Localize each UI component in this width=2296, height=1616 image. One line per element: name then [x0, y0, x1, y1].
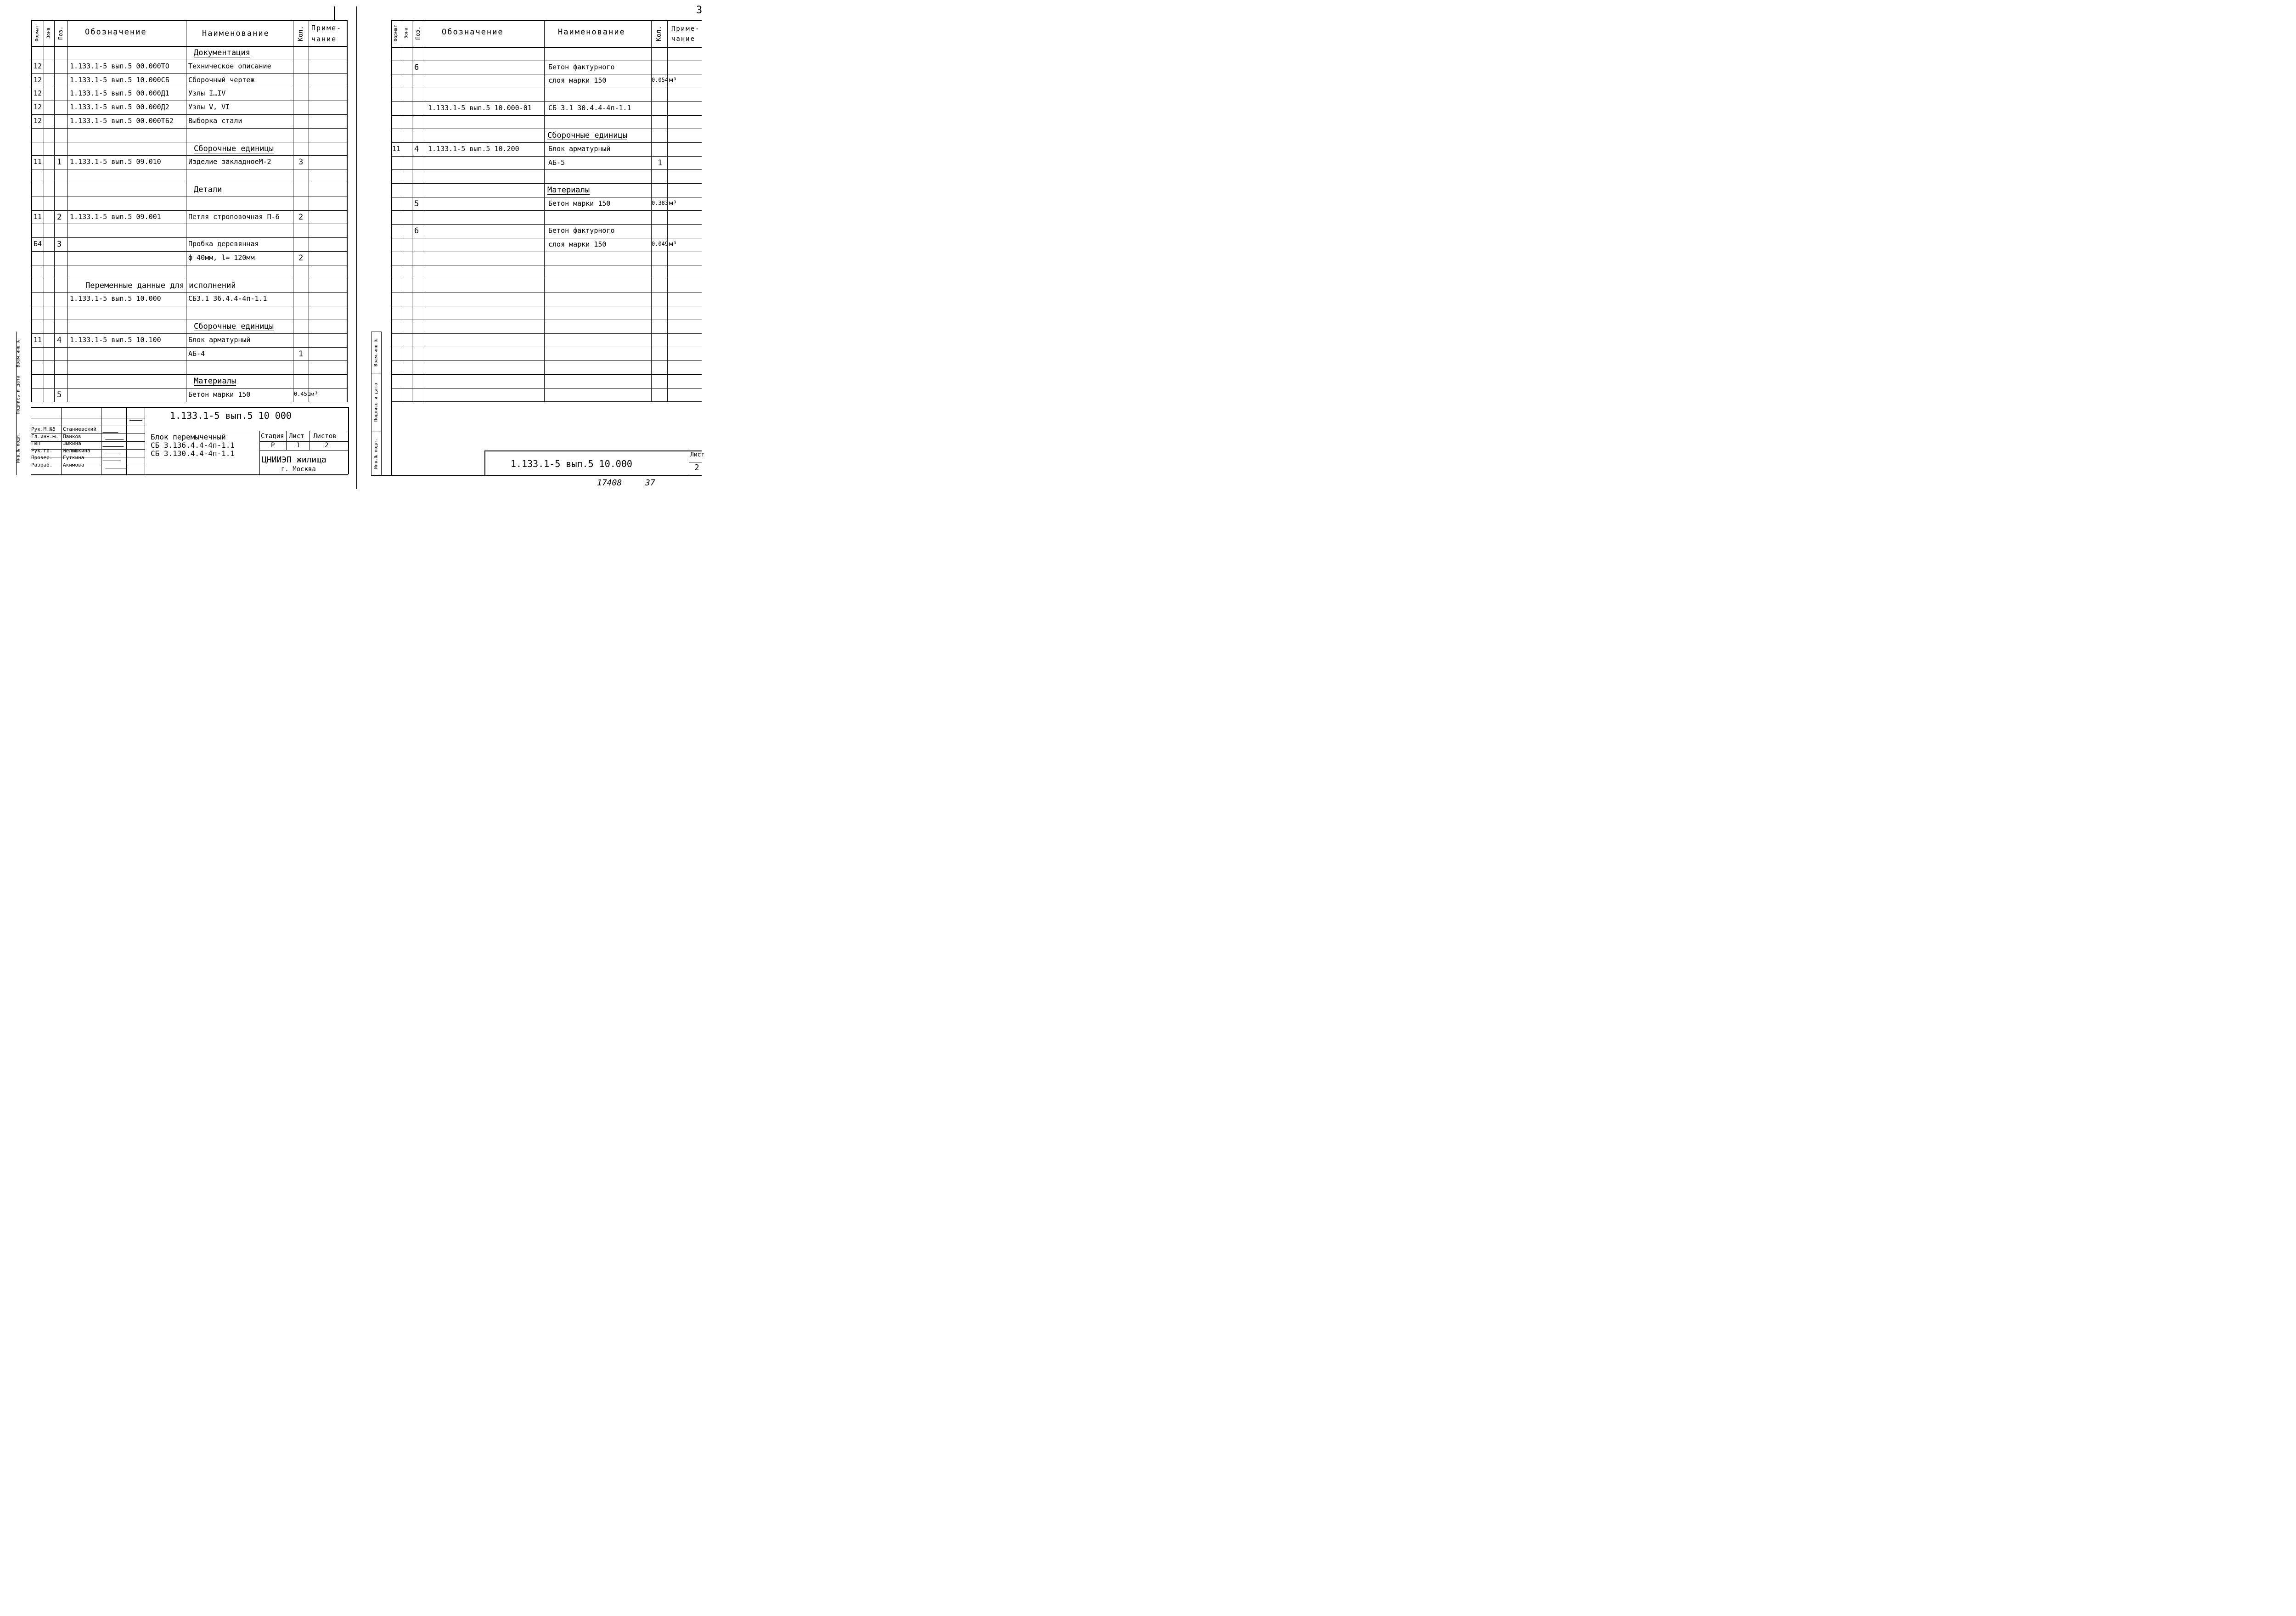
col-header-qty: Кол. — [297, 26, 304, 41]
side-label-inv-zam: Взам.инв № — [373, 338, 379, 367]
table-rule — [391, 374, 702, 375]
table-rule — [31, 251, 347, 252]
org-line-1: ЦНИИЭП жилища — [262, 455, 326, 465]
spec-designation: 1.133.1-5 вып.5 00.000Д2 — [70, 103, 169, 112]
spec-note: м³ — [669, 199, 677, 207]
spec-quantity: 1 — [298, 349, 304, 359]
side-label-inv-zam: Взам.инв № — [16, 339, 21, 368]
table-rule — [356, 6, 357, 489]
signer-role: Рук.М.№5 — [31, 426, 56, 432]
spec-quantity: 0.383 — [652, 199, 669, 206]
col-header-note-2: чание — [671, 35, 696, 43]
title-block-title-line: СБ 3.130.4.4-4п-1.1 — [151, 449, 235, 458]
col-header-note-1: Приме- — [671, 25, 700, 33]
col-header-name: Наименование — [558, 28, 625, 37]
signer-name: Гуткина — [63, 455, 84, 461]
signer-role: Рук.гр. — [31, 447, 53, 454]
table-rule — [31, 360, 347, 361]
spec-name: Бетон фактурного — [548, 62, 615, 71]
table-rule — [391, 20, 392, 401]
footer-code: 1.133.1-5 вып.5 10.000 — [511, 458, 632, 469]
spec-quantity: 0.054 — [652, 77, 669, 84]
table-rule — [391, 115, 702, 116]
signature-mark — [102, 426, 120, 433]
table-rule — [391, 224, 702, 225]
table-rule — [391, 210, 702, 211]
spec-designation: 1.133.1-5 вып.5 10.000 — [70, 294, 161, 303]
spec-format: 11 — [34, 158, 42, 166]
table-rule — [484, 450, 702, 451]
sheets-value: 2 — [325, 442, 329, 449]
spec-name: ф 40мм, l= 120мм — [188, 253, 255, 262]
col-header-note-1: Приме- — [311, 24, 342, 32]
footer-sheet-label: Лист — [690, 451, 705, 458]
signer-role: Гл.инж.м. — [31, 433, 59, 439]
table-rule — [334, 6, 335, 20]
stage-value: Р — [271, 442, 275, 449]
section-heading: Материалы — [547, 186, 590, 195]
spec-name: Узлы I…IV — [188, 89, 226, 98]
section-heading: Сборочные единицы — [547, 131, 627, 141]
signer-name: Акимова — [63, 462, 84, 468]
spec-position: 2 — [57, 212, 62, 222]
col-header-format: Формат — [393, 24, 399, 42]
table-rule — [31, 20, 347, 21]
spec-format: 11 — [34, 212, 42, 221]
table-rule — [391, 142, 702, 143]
org-line-2: г. Москва — [281, 466, 316, 473]
table-rule — [31, 128, 347, 129]
stage-label: Стадия — [261, 433, 284, 440]
table-rule — [31, 374, 347, 375]
spec-designation: 1.133.1-5 вып.5 09.010 — [70, 158, 161, 166]
table-rule — [31, 388, 347, 389]
spec-position: 1 — [57, 158, 62, 167]
spec-designation: 1.133.1-5 вып.5 10.000СБ — [70, 75, 169, 84]
spec-name: АБ-4 — [188, 349, 205, 358]
spec-designation: 1.133.1-5 вып.5 00.000ТБ2 — [70, 117, 174, 125]
signature-mark — [102, 454, 123, 461]
table-rule — [31, 46, 347, 47]
title-block-code: 1.133.1-5 вып.5 10 000 — [170, 410, 292, 421]
spec-name: АБ-5 — [548, 158, 565, 167]
table-rule — [286, 431, 287, 450]
spec-name: слоя марки 150 — [548, 240, 607, 248]
section-heading: Сборочные единицы — [194, 144, 274, 153]
table-rule — [31, 407, 348, 408]
spec-position: 6 — [414, 226, 419, 236]
col-header-designation: Обозначение — [85, 28, 147, 37]
spec-quantity: 2 — [298, 253, 304, 263]
table-rule — [31, 237, 347, 238]
table-rule — [129, 420, 142, 421]
table-rule — [309, 431, 310, 450]
table-rule — [391, 333, 702, 334]
table-rule — [31, 20, 32, 402]
spec-name: Выборка стали — [188, 117, 242, 125]
table-rule — [391, 183, 702, 184]
table-rule — [67, 20, 68, 402]
spec-format: 11 — [34, 335, 42, 344]
section-heading: Материалы — [194, 377, 236, 386]
spec-name: Бетон марки 150 — [548, 199, 611, 208]
side-label-inv-orig: Инв.№ подл. — [373, 438, 379, 469]
spec-quantity: 2 — [298, 212, 304, 222]
section-heading: Детали — [194, 185, 222, 194]
col-header-zone: Зона — [46, 27, 51, 39]
signer-name: Мелюшкина — [63, 447, 90, 454]
signer-role: ГИП — [31, 440, 40, 446]
spec-designation: 1.133.1-5 вып.5 09.001 — [70, 212, 161, 221]
spec-name: Бетон фактурного — [548, 226, 615, 235]
spec-quantity: 1 — [658, 158, 663, 168]
side-label-sign-date: Подпись и дата — [16, 375, 21, 415]
side-label-inv-orig: Инв.№ подл. — [16, 432, 21, 463]
table-rule — [31, 347, 347, 348]
spec-name: Блок арматурный — [188, 335, 251, 344]
table-rule — [391, 401, 702, 402]
spec-quantity: 0.451 — [294, 391, 311, 397]
table-rule — [391, 388, 702, 389]
spec-name: СБ3.1 36.4.4-4п-1.1 — [188, 294, 267, 303]
signer-name: Панков — [63, 433, 81, 439]
spec-name: СБ 3.1 30.4.4-4п-1.1 — [548, 103, 631, 112]
sheet-label: Лист — [289, 433, 304, 440]
table-rule — [391, 401, 392, 475]
spec-position: 5 — [57, 390, 62, 400]
table-rule — [391, 47, 702, 48]
table-rule — [61, 407, 62, 474]
col-header-zone: Зона — [404, 27, 409, 39]
spec-format: 12 — [34, 117, 42, 125]
table-rule — [259, 450, 260, 474]
spec-name: Петля строповочная П-6 — [188, 212, 280, 221]
table-rule — [31, 155, 347, 156]
table-rule — [391, 169, 702, 170]
spec-position: 4 — [57, 335, 62, 345]
spec-format: 12 — [34, 103, 42, 112]
col-header-qty: Кол. — [655, 26, 663, 41]
signature-mark — [102, 440, 126, 447]
spec-name: Узлы V, VI — [188, 103, 230, 112]
spec-format: 12 — [34, 89, 42, 98]
sheet-value: 1 — [296, 442, 300, 449]
signature-mark — [105, 433, 126, 440]
table-rule — [371, 475, 702, 476]
signer-name: Станиевский — [63, 426, 96, 432]
spec-position: 6 — [414, 62, 419, 72]
spec-quantity: 3 — [298, 158, 304, 167]
page — [0, 0, 714, 491]
table-rule — [484, 450, 485, 475]
spec-name: Пробка деревянная — [188, 240, 259, 248]
table-rule — [381, 332, 382, 475]
page-number-mark: 3 — [696, 5, 703, 16]
side-label-sign-date: Подпись и дата — [373, 383, 379, 422]
spec-designation: 1.133.1-5 вып.5 10.100 — [70, 335, 161, 344]
spec-position: 4 — [414, 144, 419, 154]
signer-role: Разраб. — [31, 462, 53, 468]
col-header-pos: Поз. — [415, 26, 421, 40]
col-header-format: Формат — [34, 24, 40, 42]
spec-quantity: 0.049 — [652, 240, 669, 247]
table-rule — [54, 20, 55, 402]
spec-name: Изделие закладноеМ-2 — [188, 158, 271, 166]
spec-format: 12 — [34, 62, 42, 70]
table-rule — [31, 474, 348, 475]
col-header-note-2: чание — [311, 35, 337, 43]
spec-designation: 1.133.1-5 вып.5 00.000ТО — [70, 62, 169, 70]
table-rule — [31, 210, 347, 211]
spec-name: Блок арматурный — [548, 144, 611, 153]
table-rule — [391, 101, 702, 102]
title-block-title-line: Блок перемычечный — [151, 433, 226, 441]
table-rule — [348, 407, 349, 474]
section-heading: Сборочные единицы — [194, 322, 274, 331]
spec-name: Сборочный чертеж — [188, 75, 255, 84]
spec-note: м³ — [310, 391, 318, 398]
spec-name: Бетон марки 150 — [188, 390, 251, 399]
archive-page: 37 — [645, 478, 655, 488]
spec-position: 3 — [57, 240, 62, 249]
spec-name: Техническое описание — [188, 62, 271, 70]
table-rule — [31, 292, 347, 293]
spec-position: 5 — [414, 199, 419, 208]
signer-name: Зыкина — [63, 440, 81, 446]
col-header-pos: Поз. — [57, 26, 64, 40]
table-rule — [391, 360, 702, 361]
table-rule — [31, 73, 347, 74]
signature-mark — [105, 447, 123, 454]
spec-note: м³ — [669, 240, 677, 248]
section-heading: Переменные данные для исполнений — [85, 281, 236, 290]
spec-name: слоя марки 150 — [548, 76, 607, 85]
spec-format: 11 — [392, 144, 401, 153]
title-block-title-line: СБ 3.136.4.4-4п-1.1 — [151, 441, 235, 450]
signer-role: Провер. — [31, 455, 53, 461]
table-rule — [31, 333, 347, 334]
spec-designation: 1.133.1-5 вып.5 10.200 — [428, 144, 519, 153]
table-rule — [544, 20, 545, 401]
col-header-designation: Обозначение — [442, 28, 504, 37]
col-header-name: Наименование — [202, 29, 270, 38]
spec-format: 12 — [34, 75, 42, 84]
spec-note: м³ — [669, 77, 677, 84]
spec-designation: 1.133.1-5 вып.5 00.000Д1 — [70, 89, 169, 98]
table-rule — [391, 156, 702, 157]
archive-code: 17408 — [597, 478, 622, 488]
section-heading: Документация — [194, 48, 250, 57]
spec-format: Б4 — [34, 240, 42, 248]
footer-sheet-value: 2 — [694, 463, 699, 473]
table-rule — [31, 441, 145, 442]
table-rule — [391, 20, 702, 21]
table-rule — [347, 20, 348, 402]
signature-mark — [105, 462, 129, 468]
sheets-label: Листов — [313, 433, 337, 440]
table-rule — [31, 114, 347, 115]
spec-designation: 1.133.1-5 вып.5 10.000-01 — [428, 103, 532, 112]
